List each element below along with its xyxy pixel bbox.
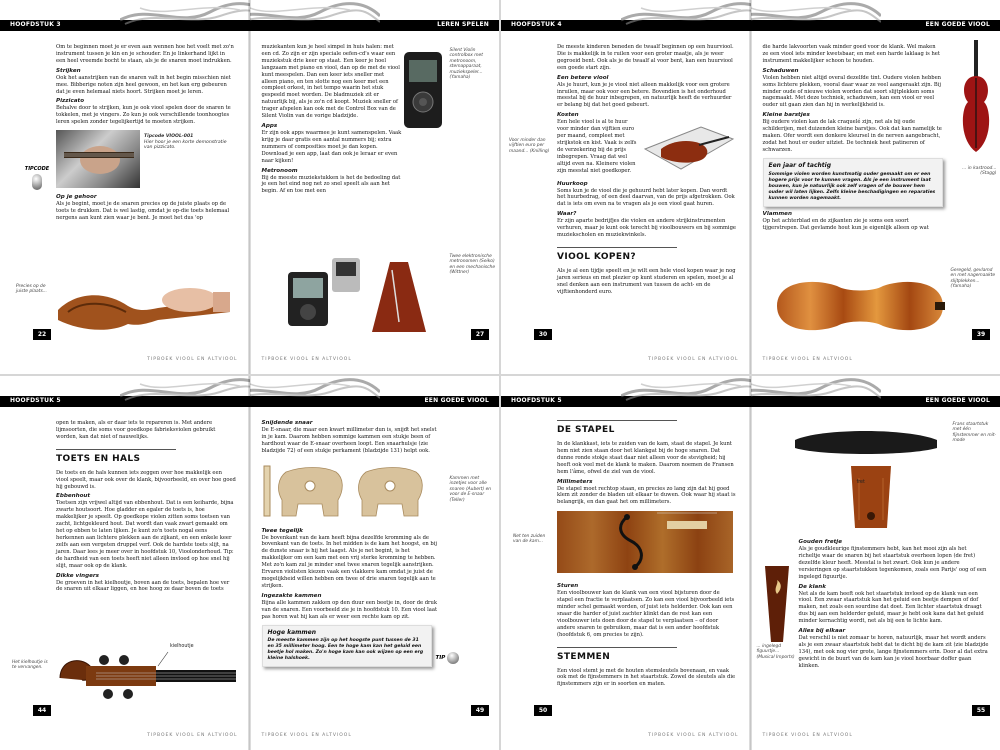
subheading: Gouden fretje bbox=[798, 539, 843, 545]
paragraph: Net als de kam heeft ook het staartstuk invloed op de klank van een viool. Een zwaar staartstuk kan het geluid een beetje dempen of dof maken, net zoals een sourdine dat doet. Een lichter staartstuk draagt dus bij aan een helderder geluid, maar je hebt ook kans dat het geluid minder kernachtig wordt, net als bij een te lichte kam. bbox=[798, 590, 984, 625]
subheading: Sturen bbox=[557, 583, 579, 590]
page-gutter bbox=[248, 0, 251, 374]
photo-caption bbox=[144, 134, 234, 151]
swirl-ornament bbox=[120, 378, 250, 402]
paragraph: Als je huurt, kun je je viool niet alleen makkelijk voor een grotere inruilen, maar ook voor een betere. Bovendien is het onderhoud meestal bij de huur inbegrepen, en natuurlijk heeft de verhuurder er belang bij dat het goed gebeurt. bbox=[557, 81, 732, 109]
metronomes-image bbox=[280, 256, 430, 336]
subheading: Een betere viool bbox=[557, 74, 609, 81]
page-50 bbox=[501, 376, 751, 750]
swirl-ornament bbox=[250, 378, 380, 402]
page-number: 39 bbox=[972, 329, 990, 340]
paragraph: Bij oudere violen kan de lak craquelé zijn, net als bij oude schilderijen, met duizenden kleine barstjes. Ook dat kan namelijk te maken. Ofer wordt een donkere kleursel in de nerven aangebracht, zodat het hout er ouder uitziet. De techniek heet patineren of schwarzen. bbox=[762, 119, 942, 153]
subheading: Huurkoop bbox=[557, 180, 588, 187]
text-column bbox=[56, 420, 236, 596]
paragraph: muziekanten kun je heel simpel in huis halen: met een cd. Zo zijn er zijn speciale oefen-cd's waar een muziekstuk drie keer op staat. Een keer je hoel langzaam met piano en viool, dan op de met de viool kunt meespelen. Dan een keer iets sneller met alleen piano, en ten slotte nog een keer met een compleet orkest, in het tempo waarin het stuk gespeeld moet worden. De bladmuziek zit er natuurlijk bij, als je zo'n cd koopt. Muziek sneller of trager afspelen kan ook met de Control Box van de Silent Violin van de vorige bladzijde. bbox=[261, 44, 400, 120]
side-caption: ... in kastrood... (Stagg) bbox=[962, 166, 997, 177]
paragraph: open te maken, als er daar iets te repareren is. Met andere lijmsoorten, die soms voor goedkope fabrieksviolen gebruikt worden, kan dat niet of nauwelijks. bbox=[56, 420, 216, 440]
chapter-label: HOOFDSTUK 5 bbox=[511, 397, 562, 404]
page-30 bbox=[501, 0, 751, 374]
tailpiece-image bbox=[791, 420, 941, 530]
subheading: Ebbenhout bbox=[56, 493, 91, 500]
text-column bbox=[763, 44, 943, 235]
tipcode-badge bbox=[22, 166, 52, 192]
subheading: Pizzicato bbox=[56, 98, 85, 105]
page-footer: TIPBOEK VIOOL EN ALTVIOOL bbox=[648, 357, 739, 362]
side-caption: Kammen met inzetjes voor alle snaren (Aubert) en voor de E-snaar (Teller) bbox=[449, 476, 492, 503]
subheading: Kleine barstjes bbox=[762, 112, 810, 119]
tip-badge bbox=[436, 652, 460, 664]
kielhoutje-label: kielhoutje bbox=[170, 644, 194, 649]
subheading: Waar? bbox=[557, 211, 577, 218]
caption-text: Hier hoor je een korte demonstratie van pizzicato. bbox=[144, 139, 227, 151]
subheading: Millimeters bbox=[557, 478, 593, 485]
page-gutter bbox=[749, 376, 752, 750]
text-column bbox=[56, 44, 234, 225]
page-header bbox=[501, 0, 751, 31]
swirl-ornament bbox=[751, 2, 881, 26]
section-heading: VIOOL KOPEN? bbox=[557, 247, 677, 262]
scroll-pegbox-image bbox=[56, 640, 236, 710]
subheading: Op je gehoor bbox=[56, 194, 97, 201]
page-22 bbox=[0, 0, 250, 374]
paragraph: De meeste kinderen beneden de twaalf beginnen op een huurviool. Die is makkelijk in te ruilen voor een groter maatje, als je weer gegroeid bent. Ook als je de twaalf al voor bent, kan een huurviool een goede start zijn. bbox=[557, 44, 734, 71]
text-with-image bbox=[557, 119, 737, 177]
paragraph: De bovenkant van de kam heeft bijna dezelfde kromming als de bovenkant van de toets. In het midden is de kam het hoogst, en bij de dunste snaar is hij het laagst. Als je net begint, is het makkelijker om een kam met een vrij sterke kromming te hebben. Met zo'n kam zul je minder snel twee snaren tegelijk aanstrijken. Ervaren violisten kiezen vaak een vlakkere kam omdat je juist de mogelijkheid willen hebben om twee of drie snaren tegelijk aan te strijken. bbox=[261, 534, 437, 589]
page-39 bbox=[751, 0, 1000, 374]
spread-22-27 bbox=[0, 0, 499, 374]
swirl-ornament bbox=[250, 2, 380, 26]
paragraph: De groeven in het kielhoutje, boven aan de toets, bepalen hoe ver de snaren uit elkaar liggen, en hoe hoog ze daar boven de toets bbox=[56, 579, 230, 593]
red-violin-image bbox=[959, 40, 993, 160]
paragraph: die harde lakvoorten vaak minder goed voor de klank. Wel maken ze een viool iets minder kwetsbaar, en met een harde laklaag is het instrument makkelijker schoon te houden. bbox=[762, 44, 940, 64]
subheading: Schaduwen bbox=[762, 67, 799, 74]
paragraph: Er zijn aparte bedrijfjes die violen en andere strijkinstrumenten verhuren, maar je kunt ook terecht bij vioolbouwers en bij sommige muziekscholen en muziekwinkels. bbox=[557, 218, 736, 239]
section-heading: TOETS EN HALS bbox=[56, 449, 176, 464]
page-header bbox=[0, 0, 250, 31]
subheading: Ingezakte kammen bbox=[261, 592, 322, 599]
page-footer: TIPBOEK VIOOL EN ALTVIOOL bbox=[762, 733, 853, 738]
info-box bbox=[763, 158, 943, 207]
paragraph: Bij de meeste muziekstukken is het de bedoeling dat je een het eind nog net zo snel speelt als aan het begin. Af en toe met een bbox=[261, 174, 401, 195]
page-number: 30 bbox=[534, 329, 552, 340]
spread-30-39 bbox=[501, 0, 1000, 374]
swirl-ornament bbox=[621, 2, 751, 26]
page-footer: TIPBOEK VIOOL EN ALTVIOOL bbox=[762, 357, 853, 362]
paragraph: De E-snaar, die maar een kwart millimeter dun is, snijdt het snelst in je kam. Daarom hebben sommige kammen een stukje been of hardhout waar de E-snaar overheen loopt. Een snaarhulsje (zie bladzijde 72) of een stukje perkament (bladzijde 131) helpt ook. bbox=[261, 427, 437, 454]
page-49 bbox=[250, 376, 500, 750]
paragraph: Ook het aanstrijken van de snaren valt in het begin misschien niet mee. Bibberige noten zijn heel gewoon, en het kan erg gebeuren dat je even helemaal niets hoort. Strijken moet je leren. bbox=[56, 74, 231, 95]
photo-pizzicato bbox=[56, 130, 227, 188]
paragraph: Als je goudkleurige fijnstemmers hebt, kan het mooi zijn als het richeltje waar de snaren bij het staartstuk overheen lopen (de fret) dezelfde kleur heeft. Meestal is het zwart. Ook kun je andere versieringen op staartstukken tegenkomen, zoals een Parijs' oog of een ingelegd figuurtje. bbox=[798, 546, 987, 580]
violin-case-image bbox=[641, 119, 736, 177]
subheading: Apps bbox=[261, 122, 278, 129]
violin-hand-photo bbox=[58, 280, 230, 334]
chapter-label: LEREN SPELEN bbox=[437, 21, 489, 28]
subheading: Strijken bbox=[56, 67, 81, 74]
page-footer: TIPBOEK VIOOL EN ALTVIOOL bbox=[261, 733, 352, 738]
side-caption: Geregeld, gevlamd en met nagemaakte slijtplekken... (Yamaha) bbox=[950, 268, 996, 290]
page-header bbox=[501, 376, 751, 407]
side-caption: Precies op de juiste plaats... bbox=[16, 284, 47, 295]
page-number: 55 bbox=[972, 705, 990, 716]
paragraph: Er zijn ook apps waarmee je kunt samenspelen. Vaak krijg je daar gratis een aantal nummers bij; extra nummers of composities moet je dan kopen. Download je een app, laat dan ook je leraar er even naar kijken! bbox=[261, 129, 402, 164]
page-number: 49 bbox=[471, 705, 489, 716]
tip-label: TIP bbox=[435, 655, 446, 661]
text-column bbox=[262, 420, 442, 671]
swirl-ornament bbox=[621, 378, 751, 402]
side-caption: Het kielhoutje is te vervangen. bbox=[12, 660, 48, 671]
page-footer: TIPBOEK VIOOL EN ALTVIOOL bbox=[648, 733, 739, 738]
subheading: Kosten bbox=[557, 112, 579, 119]
spread-50-55 bbox=[501, 376, 1000, 750]
subheading: Twee tegelijk bbox=[261, 527, 303, 534]
info-box bbox=[262, 625, 432, 668]
page-header bbox=[250, 376, 500, 407]
box-body: Sommige violen worden kunstmatig ouder gemaakt om er een hogere prijs voor te kunnen vragen. Als je een instrument laat bouwen, kun je natuurlijk ook zelf vragen of de bouwer hem ouder wil laten lijken. Zelfs kleine beschadigingen en reparaties kunnen worden nagemaakt. bbox=[768, 171, 936, 201]
paragraph: Behalve door te strijken, kun je ook viool spelen door de snaren te tokkelen, met je vingers. Zo kun je ook verschillende toonhoogtes leren spelen zonder tegelijkertijd te moeten strijken. bbox=[56, 105, 231, 126]
chapter-label: HOOFDSTUK 4 bbox=[511, 21, 562, 28]
subheading: Dikke vingers bbox=[56, 572, 99, 579]
fret-label: fret bbox=[856, 480, 865, 485]
box-body: De meeste kammen zijn op het hoogste punt tussen de 31 en 35 millimeter hoog. Een te hoge kam kan het geluid een beetje hol maken. Zo'n hoge kam kan ook wijzen op een erg kleine halshoek. bbox=[267, 638, 424, 662]
paragraph: De toets en de hals kunnen iets zeggen over hoe makkelijk een viool speelt, maar ook over de klank, bijvoorbeeld, en over hoe goed hij gebouwd is. bbox=[56, 469, 236, 490]
side-caption: Twee elektronische metronomen (Seiko) en een mechanische (Wittner) bbox=[449, 254, 496, 276]
chapter-label: HOOFDSTUK 5 bbox=[10, 397, 61, 404]
page-27 bbox=[250, 0, 500, 374]
paragraph: Een vioolbouwer kan de klank van een viool bijsturen door de stapel een fractie te verplaatsen. Zo kan een viool bijvoorbeeld iets minder schel gemaakt worden, of juist iets helderder. Ook kan een snaar die harder of juist zachter klinkt dan de rest kan een vioolbouwer iets doen door de stapel te verplaatsen – of door andere snaren te gebruiken, maar dat is een ander hoofdstuk (hoofdstuk 6, om precies te zijn). bbox=[557, 590, 735, 638]
hand-playing-image bbox=[56, 130, 140, 188]
caption-title: Tipcode VIOOL-001 bbox=[144, 134, 194, 140]
text-column bbox=[262, 44, 402, 198]
paragraph: Als je begint, moet je de snaren precies op de juiste plaats op de toets te drukken. Dat is wel lastig, omdat je op-die toets helemaal nergens aan kunt zien waar je bent. Je moet het dus 'op bbox=[56, 201, 230, 221]
side-caption: Net ten zuiden van de kam... bbox=[513, 534, 546, 545]
f-hole-soundpost-image bbox=[557, 511, 733, 573]
paragraph: Violen hebben niet altijd overal dezelfde tint. Oudere violen hebben soms lichtere plekken, vooral daar waar ze veel aangeraakt zijn. Bij minder oude of nieuwe violen worden dat soort slijtplekken soms nagemaakt. Met deze techniek, schaduwen, kan een viool er veel ouder uit gaan zien dan hij in werkelijkheid is. bbox=[762, 74, 942, 109]
paragraph: Soms kun je de viool die je gehuurd hebt later kopen. Dan wordt het huurbedrag, of een deel daarvan, van de prijs afgetrokken. Ook dat is iets om even na te vragen als je een viool gaat huren. bbox=[557, 187, 735, 208]
subheading: Snijdende snaar bbox=[261, 420, 313, 426]
paragraph: De stapel moet rechtop staan, en precies zo lang zijn dat hij goed klem zit zonder de bladen uit elkaar te duwen. Ook waar hij staat is belangrijk, en dan gaat het om millimeters. bbox=[557, 485, 736, 506]
subheading: De klank bbox=[798, 583, 826, 590]
paragraph: Dat verschil is niet zomaar te horen, natuurlijk, maar het wordt anders als je een zwaar staartstuk hebt dat te dicht bij de kam zit (zie bladzijde 134), met ook nog vier grote, lange fijnstemmers erin. Door al dat extra gewicht in de buurt van de kam kan je viool hoorbaar doffer gaan klinken. bbox=[798, 635, 989, 669]
tipcode-label: TIPCODE bbox=[24, 166, 50, 172]
box-title: Een jaar of tachtig bbox=[768, 161, 832, 169]
side-caption: Voor minder dan vijftien euro per maand... (Knilling) bbox=[509, 138, 550, 154]
page-header bbox=[751, 0, 1000, 31]
subheading: Metronoom bbox=[261, 167, 298, 174]
page-gutter bbox=[248, 376, 251, 750]
section-heading: STEMMEN bbox=[557, 647, 677, 662]
control-box-image bbox=[400, 50, 446, 130]
text-column bbox=[799, 536, 989, 673]
subheading: Alles bij elkaar bbox=[798, 628, 846, 635]
flamed-violin-back-image bbox=[775, 272, 945, 340]
page-number: 44 bbox=[33, 705, 51, 716]
tipcode-icon bbox=[32, 174, 42, 190]
page-footer: TIPBOEK VIOOL EN ALTVIOOL bbox=[261, 357, 352, 362]
spread-44-49 bbox=[0, 376, 499, 750]
page-footer: TIPBOEK VIOOL EN ALTVIOOL bbox=[147, 357, 238, 362]
page-header bbox=[0, 376, 250, 407]
chapter-label: HOOFDSTUK 3 bbox=[10, 21, 61, 28]
chapter-label: EEN GOEDE VIOOL bbox=[925, 21, 990, 28]
page-header bbox=[250, 0, 500, 31]
page-number: 27 bbox=[471, 329, 489, 340]
subheading: Vlammen bbox=[762, 210, 792, 217]
page-header bbox=[751, 376, 1000, 407]
bridges-image bbox=[262, 460, 432, 518]
chapter-label: EEN GOEDE VIOOL bbox=[424, 397, 489, 404]
paragraph: Toetsen zijn vrijwel altijd van ebbenhout. Dat is een keiharde, bijna zwarte houtsoort. Hoe gladder en egaler de toets is, hoe makkelijker je speelt. Op goedkope violen zitten soms toetsen van zacht, lichtgekleurd hout. Dat wordt dan vaak zwart gemaakt om het op ebben te laten lijken. Je kunt zo'n toets nogal eens herkennen aan lichtere plekken aan de zijkant, en een enkele keer zelfs aan een vergeten druppel verf. Ook de hardste toets slijt, na jaren. Daar lees je meer over in hoofdstuk 10, Vioolonderhoud. Tip: de hardheid van een toets heeft niet alleen invloed op hoe snel hij slijt, maar ook op de klank. bbox=[56, 500, 234, 569]
paragraph: Een hele viool is al te huur voor minder dan vijftien euro per maand, compleet met strijkstok en kist. Vaak is zelfs de verzekering bij de prijs inbegrepen. Vraag dat wel altijd even na. Kleinere violen zijn meestal niet goedkoper. bbox=[557, 119, 637, 174]
chapter-label: EEN GOEDE VIOOL bbox=[925, 397, 990, 404]
swirl-ornament bbox=[751, 378, 881, 402]
paragraph: Een viool stemt je met de houten stemsleutels bovenaan, en vaak ook met de fijnstemmers in het staartstuk. Zowel de sleutels als die fijnstemmers zijn er in soorten en maten. bbox=[557, 667, 736, 688]
page-number: 22 bbox=[33, 329, 51, 340]
text-column bbox=[557, 420, 737, 691]
paragraph: Om te beginnen moet je er even aan wennen hoe het voelt met zo'n instrument tussen je kin en je schouder. En je linkerhand lijkt in een heel vreemde bocht te staan, als je de snaren moet indrukken. bbox=[56, 44, 234, 64]
side-caption: Frans staartstuk met één fijnstemmer en mit-mode bbox=[952, 422, 997, 444]
page-number: 50 bbox=[534, 705, 552, 716]
paragraph: Op het achterblad en de zijkanten zie je soms een soort tijgerstrepen. Dat gevlamde hout kun je eigenlijk alleen op wat bbox=[762, 217, 929, 231]
ornate-tailpiece-image bbox=[759, 564, 795, 644]
side-caption: Silent Violin controlbox met metronoom, stemapparaat, muziekspeler... (Yamaha) bbox=[449, 48, 483, 81]
swirl-ornament bbox=[120, 2, 250, 26]
section-heading: DE STAPEL bbox=[557, 420, 677, 435]
page-55 bbox=[751, 376, 1000, 750]
box-title: Hoge kammen bbox=[267, 628, 316, 636]
paragraph: Bijna alle kammen zakken op den duur een beetje in, door de druk van de snaren. Een voorbeeld zie je in hoofdstuk 10. Een viool laat pas horen wat hij kan als er weer een rechte kam op zit. bbox=[261, 599, 438, 620]
page-gutter bbox=[749, 0, 752, 374]
page-footer: TIPBOEK VIOOL EN ALTVIOOL bbox=[147, 733, 238, 738]
side-caption: ... ingelegd figuurtje... (Musical Imports) bbox=[756, 644, 795, 660]
paragraph: In de klankkast, iets te zuiden van de kam, staat de stapel. Je kunt hem niet zien staan door het klankgat bij de hoge snaren. Dat dunne ronde stokje staat daar niet alleen voor de stevigheid; hij heeft ook veel met de klank te maken. Daarom noemen de Fransen hem l'âme, ofwel de ziel van de viool. bbox=[557, 441, 734, 475]
page-44 bbox=[0, 376, 250, 750]
tip-icon bbox=[447, 652, 459, 664]
text-column bbox=[557, 44, 737, 299]
paragraph: Als je al een tijdje speelt en je wilt een hele viool kopen waar je nog jaren serieus en met plezier op kunt studeren en spelen, moet je al snel denken aan een instrument van tussen de acht- en de vijftienhonderd euro. bbox=[557, 267, 736, 295]
